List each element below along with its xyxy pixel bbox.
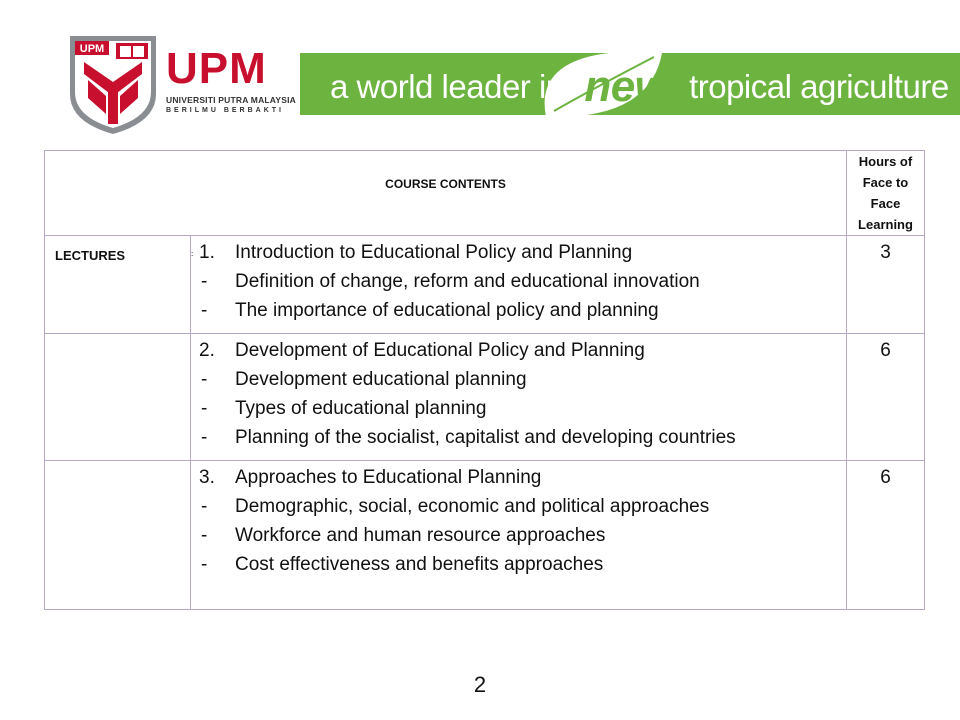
tagline-post: tropical agriculture <box>689 68 949 105</box>
hours-cell: 3 <box>847 236 925 334</box>
page-number: 2 <box>473 672 487 697</box>
topic-number: 1. <box>199 242 215 263</box>
topic-title: Development of Educational Policy and Planning <box>235 340 645 361</box>
course-contents-table <box>44 150 925 610</box>
table-row <box>45 334 925 461</box>
list-item <box>199 423 834 452</box>
tagline <box>330 62 949 112</box>
wordmark-upm: UPM <box>166 44 267 93</box>
topic-cell <box>191 236 847 334</box>
item-text: Definition of change, reform and educational innovation <box>235 271 700 292</box>
topic-heading <box>199 463 834 492</box>
topic-number: 3. <box>199 467 215 488</box>
list-item <box>199 394 834 423</box>
list-item <box>199 521 834 550</box>
list-item <box>199 267 834 296</box>
header-course-contents <box>45 151 847 236</box>
list-item <box>199 492 834 521</box>
bullet-dash: - <box>201 369 208 390</box>
empty-label-cell <box>45 461 191 610</box>
hours-cell: 6 <box>847 334 925 461</box>
hours-cell: 6 <box>847 461 925 610</box>
upm-crest-logo <box>68 34 158 136</box>
tagline-new: new <box>584 62 669 111</box>
item-text: Demographic, social, economic and political approaches <box>235 496 710 517</box>
item-text: Types of educational planning <box>235 398 487 419</box>
course-contents-title: COURSE CONTENTS <box>385 177 506 191</box>
item-text: Workforce and human resource approaches <box>235 525 606 546</box>
topic-number: 2. <box>199 340 215 361</box>
list-item <box>199 365 834 394</box>
topic-heading <box>199 238 834 267</box>
item-text: Cost effectiveness and benefits approaches <box>235 554 604 575</box>
item-text: Development educational planning <box>235 369 527 390</box>
list-item <box>199 296 834 325</box>
topic-title: Introduction to Educational Policy and Planning <box>235 242 633 263</box>
university-name: UNIVERSITI PUTRA MALAYSIA <box>166 95 296 105</box>
bullet-dash: - <box>201 554 208 575</box>
lectures-colon: : <box>191 251 194 258</box>
table-row <box>45 236 925 334</box>
topic-heading <box>199 336 834 365</box>
topic-cell <box>191 334 847 461</box>
tagline-pre: a world leader in <box>330 68 564 105</box>
bullet-dash: - <box>201 496 208 517</box>
table-header-row <box>45 151 925 236</box>
empty-label-cell <box>45 334 191 461</box>
lectures-label-cell <box>45 236 194 334</box>
item-text: Planning of the socialist, capitalist and developing countries <box>235 427 736 448</box>
hours-title: Hours of Face to Face Learning <box>858 154 913 232</box>
crest-upm-text: UPM <box>79 43 105 55</box>
bullet-dash: - <box>201 300 208 321</box>
upm-wordmark <box>166 44 296 117</box>
university-motto: BERILMU BERBAKTI <box>166 107 284 114</box>
bullet-dash: - <box>201 525 208 546</box>
header-hours <box>847 151 925 236</box>
topic-cell <box>191 461 847 610</box>
list-item <box>199 550 834 579</box>
table-row <box>45 461 925 610</box>
bullet-dash: - <box>201 427 208 448</box>
topic-title: Approaches to Educational Planning <box>235 467 542 488</box>
item-text: The importance of educational policy and planning <box>235 300 659 321</box>
bullet-dash: - <box>201 271 208 292</box>
lectures-label: LECTURES <box>55 248 126 263</box>
bullet-dash: - <box>201 398 208 419</box>
